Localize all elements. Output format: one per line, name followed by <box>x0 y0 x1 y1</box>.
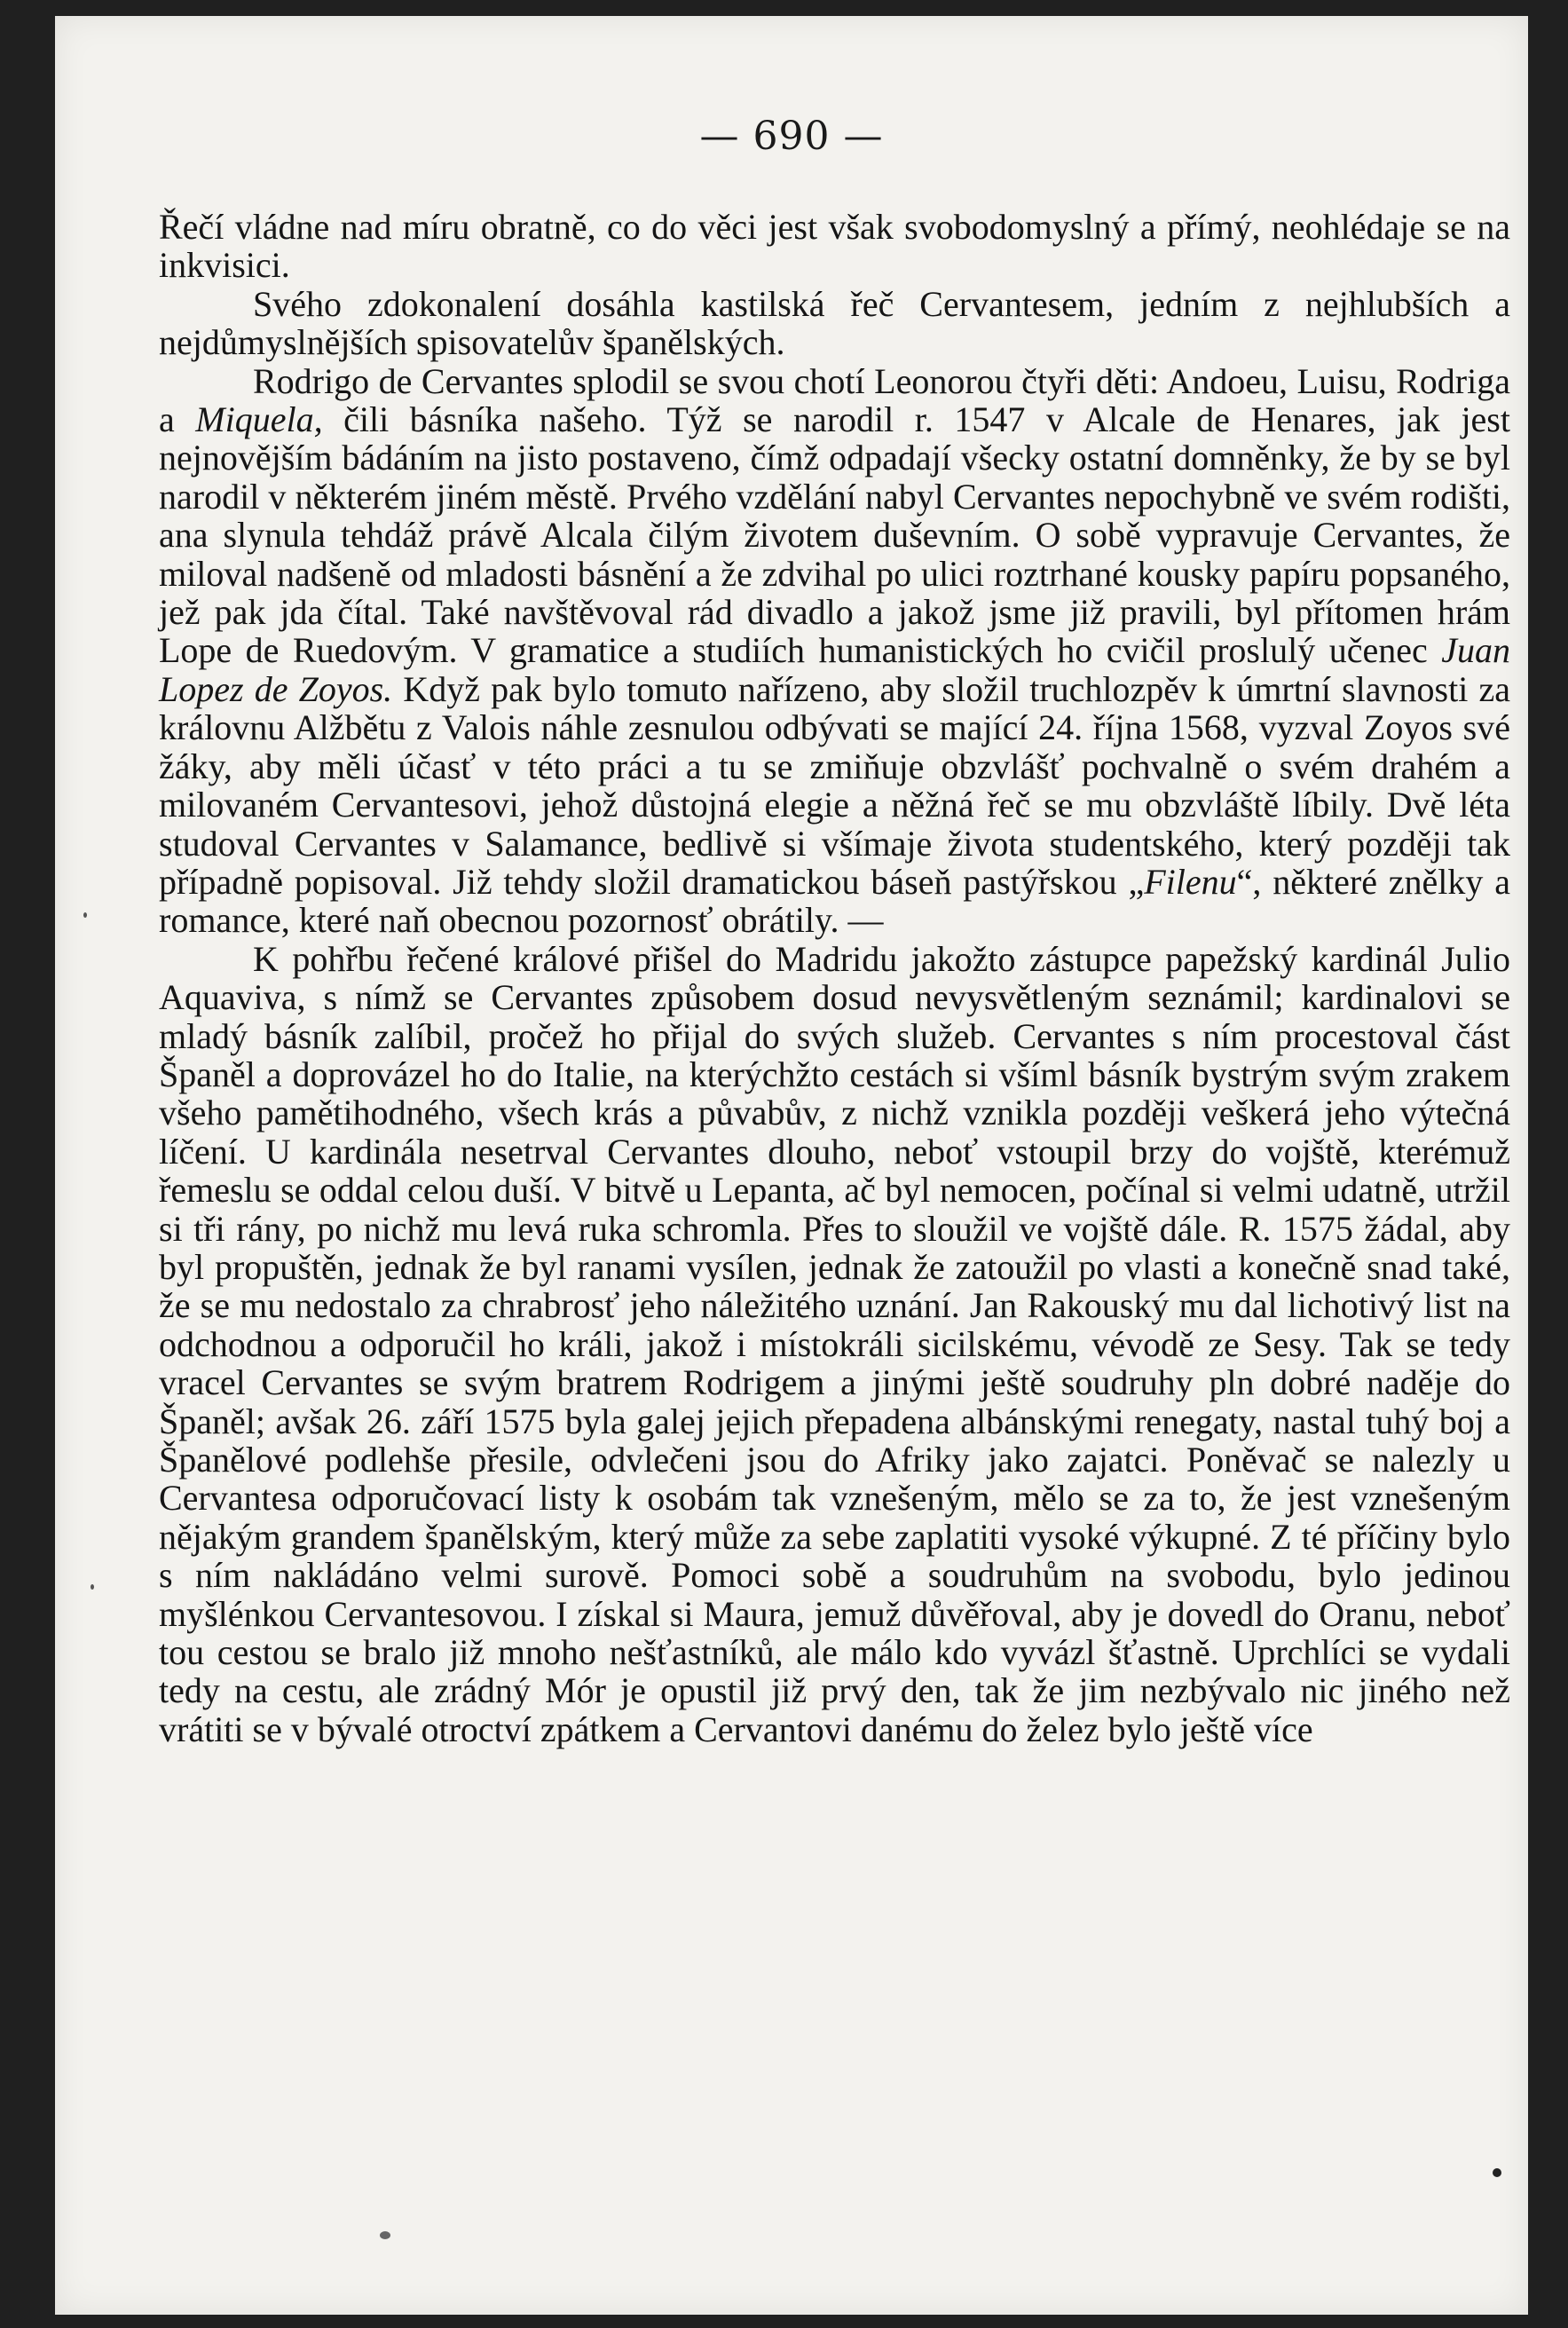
text-run: “, některé znělky a romance, které naň obecnou pozornosť obrátily. — <box>159 861 1510 941</box>
print-speck <box>380 2231 390 2239</box>
italic-text: Filenu <box>1144 861 1237 902</box>
print-speck <box>1493 2168 1501 2177</box>
text-run: čili básníka našeho. Týž se narodil r. 1547 v Alcale de Henares, jak jest nejnovějším bádáním na jisto postaveno, čímž odpadají všecky ostatní domněnky, že by se byl narodil v některém jiném městě. Prvého vzdělání nabyl Cervantes nepochybně ve svém rodišti, ana slynula tehdáž právě Alcala čilým životem duševním. O sobě vypravuje Cervantes, že miloval nadšeně od mladosti básnění a že zdvihal po ulici roztrhané kousky papíru popsaného, jež pak jda čítal. Také navštěvoval rád divadlo a jakož jsme již pravili, byl přítomen hrám Lope de Ruedovým. V gramatice a studiích humanistických ho cvičil proslulý učenec <box>159 399 1510 671</box>
paragraph <box>159 285 1510 362</box>
text-run: Řečí vládne nad míru obratně, co do věci jest však svobodomyslný a přímý, neohlédaje se na inkvisici. <box>159 207 1510 286</box>
italic-text: Miquela, <box>195 399 323 440</box>
page-number: — 690 — <box>699 114 884 159</box>
text-run: Svého zdokonalení dosáhla kastilská řeč Cervantesem, jedním z nejhlubších a nejdůmyslnějších spisovatelův španělských. <box>159 283 1510 363</box>
paragraph <box>159 940 1510 1749</box>
text-run: Když pak bylo tomuto nařízeno, aby složil truchlozpěv k úmrtní slavnosti za královnu Alžbětu z Valois náhle zesnulou odbývati se mající 24. října 1568, vyzval Zoyos své žáky, aby měli účasť v této práci a tu se zmiňuje obzvlášť pochvalně o svém drahém a milovaném Cervantesovi, jehož důstojná elegie a něžná řeč se mu obzvláště líbily. Dvě léta studoval Cervantes v Salamance, bedlivě si všímaje života studentského, který později tak případně popisoval. Již tehdy složil dramatickou báseň pastýřskou „ <box>159 668 1510 902</box>
print-speck <box>91 1584 94 1590</box>
italic-text: Juan Lopez de Zoyos. <box>159 630 1510 709</box>
text-run: Rodrigo de Cervantes splodil se svou chotí Leonorou čtyři děti: Andoeu, Luisu, Rodriga a <box>159 360 1510 440</box>
body-text <box>159 208 1510 1748</box>
paragraph <box>159 208 1510 285</box>
paragraph <box>159 362 1510 940</box>
book-page <box>55 16 1528 2315</box>
text-run: K pohřbu řečené králové přišel do Madridu jakožto zástupce papežský kardinál Julio Aquaviva, s nímž se Cervantes způsobem dosud nevysvětleným seznámil; kardinalovi se mladý básník zalíbil, pročež ho přijal do svých služeb. Cervantes s ním procestoval část Španěl a doprovázel ho do Italie, na kterýchžto cestách si všíml básník bystrým svým zrakem všeho pamětihodného, všech krás a půvabův, z nichž vznikla později veškerá jeho výtečná líčení. U kardinála nesetrval Cervantes dlouho, neboť vstoupil brzy do vojště, kterémuž řemeslu se oddal celou duší. V bitvě u Lepanta, ač byl nemocen, počínal si velmi udatně, utržil si tři rány, po nichž mu levá ruka schromla. Přes to sloužil ve vojště dále. R. 1575 žádal, aby byl propuštěn, jednak že byl ranami vysílen, jednak že zatoužil po vlasti a konečně snad také, že se mu nedostalo za chrabrosť jeho náležitého uznání. Jan Rakouský mu dal lichotivý list na odchodnou a odporučil ho králi, jakož i místokráli sicilskému, vévodě ze Sesy. Tak se tedy vracel Cervantes se svým bratrem Rodrigem a jinými ještě soudruhy pln dobré naděje do Španěl; avšak 26. září 1575 byla galej jejich přepadena albánskými renegaty, nastal tuhý boj a Španělové podlehše přesile, odvlečeni jsou do Afriky jako zajatci. Poněvač se nalezly u Cervantesa odporučovací listy k osobám tak vznešeným, mělo se za to, že jest vznešeným nějakým grandem španělským, který může za sebe zaplatiti vysoké výkupné. Z té příčiny bylo s ním nakládáno velmi surově. Pomoci sobě a soudruhům na svobodu, bylo jedinou myšlénkou Cervantesovou. I získal si Maura, jemuž důvěřoval, aby je dovedl do Oranu, neboť tou cestou se bralo již mnoho nešťastníků, ale málo kdo vyvázl šťastně. Uprchlíci se vydali tedy na cestu, ale zrádný Mór je opustil již prvý den, tak že jim nezbývalo nic jiného než vrátiti se v bývalé otroctví zpátkem a Cervantovi danému do želez‌ bylo ještě více <box>159 938 1510 1749</box>
print-speck <box>83 912 87 918</box>
